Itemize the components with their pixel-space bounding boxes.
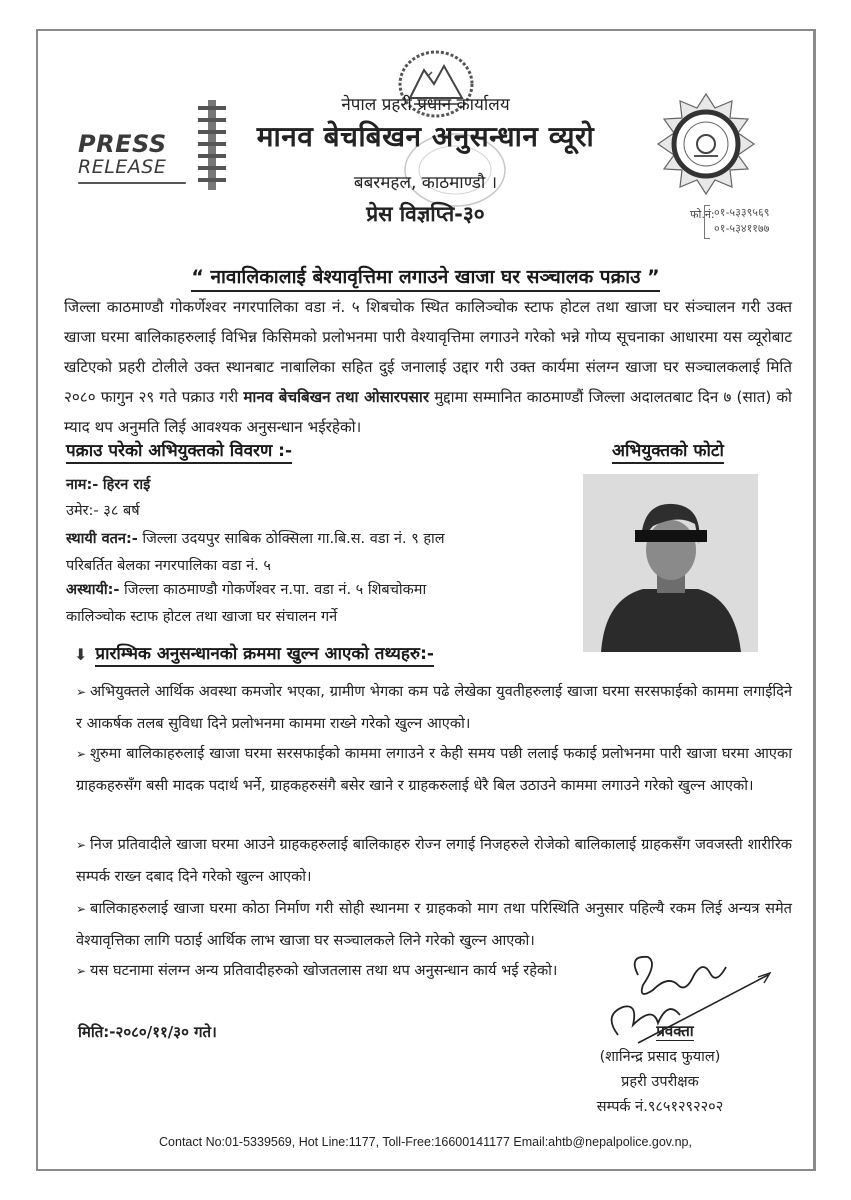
arrow-bullet-icon: ➢ xyxy=(76,685,87,699)
pin-bullet-icon: ⬇ xyxy=(74,644,88,664)
press-release-number: प्रेस विज्ञप्ति-३० xyxy=(366,202,485,226)
accused-section-title: पक्राउ परेको अभियुक्तको विवरण :- xyxy=(66,438,292,464)
arrow-bullet-icon: ➢ xyxy=(76,964,87,978)
signatory-title-text: प्रवक्ता xyxy=(656,1022,694,1040)
signatory-rank: प्रहरी उपरीक्षक xyxy=(621,1074,699,1090)
intro-text-end: मुद्दामा सम्मानित काठमाण्डौं जिल्ला अदालतबाट दिन ७ (सात) को म्याद थप अनुमति लिई आवश्यक अनुसन्धान भईरहेको। xyxy=(64,388,792,436)
phone-number: ०१-५३३९५६९ xyxy=(714,206,770,219)
fact-item xyxy=(76,829,792,892)
name-label: नाम:- xyxy=(66,477,99,493)
age-label: उमेर:- xyxy=(66,503,99,519)
release-word: RELEASE xyxy=(78,156,167,178)
accused-name-row xyxy=(66,472,150,498)
phone-numbers xyxy=(714,205,769,237)
fact-item xyxy=(76,676,792,739)
fact-text: बालिकाहरुलाई खाजा घरमा कोठा निर्माण गरी सोही स्थानमा र ग्राहकको माग तथा परिस्थिति अनुसार पहिल्यै रकम लिई अन्यत्र समेत वेश्यावृत्तिका लागि पठाई आर्थिक लाभ खाजा घर सञ्चालकले लिने गरेको खुल्न आएको। xyxy=(76,900,792,949)
temporary-address-line1: जिल्ला काठमाण्डौ गोकर्णेश्वर न.पा. वडा नं. ५ शिबचोकमा xyxy=(124,582,427,598)
bureau-name: मानव बेचबिखन अनुसन्धान व्यूरो xyxy=(256,120,595,153)
signatory-title xyxy=(600,1021,750,1041)
headline-text: “ नावालिकालाई बेश्यावृत्तिमा लगाउने खाजा घर सञ्चालक पक्राउ ” xyxy=(191,266,659,292)
temporary-address-line2: कालिञ्चोक स्टाफ होटल तथा खाजा घर संचालन गर्ने xyxy=(66,609,338,625)
headline xyxy=(0,263,851,289)
privacy-bar xyxy=(635,530,707,542)
phone-label: फो.नं: xyxy=(690,208,715,221)
phone-number: ०१-५३४११७७ xyxy=(714,222,770,235)
fact-text: निज प्रतिवादीले खाजा घरमा आउने ग्राहकहरुलाई बालिकाहरु रोज्न लगाई निजहरुले रोजेको बालिकालाई ग्राहकसँग जवजस्ती शारीरिक सम्पर्क राख्न दबाद दिने गरेको खुल्न आएको। xyxy=(76,836,792,885)
permanent-address-row xyxy=(66,526,445,552)
signatory-name: (शानिन्द्र प्रसाद फुयाल) xyxy=(599,1049,721,1065)
facts-section-title: प्रारम्भिक अनुसन्धानको क्रममा खुल्न आएको तथ्यहरु:- xyxy=(95,641,434,667)
arrow-bullet-icon: ➢ xyxy=(76,902,87,916)
phone-bracket xyxy=(704,205,710,239)
footer-contact: Contact No:01-5339569, Hot Line:1177, Toll-Free:16600141177 Email:ahtb@nepalpolice.gov.np, xyxy=(159,1135,692,1149)
temporary-address-label: अस्थायी:- xyxy=(66,582,120,598)
arrow-bullet-icon: ➢ xyxy=(76,838,87,852)
facts-section-header xyxy=(74,641,434,667)
fact-text: शुरुमा बालिकाहरुलाई खाजा घरमा सरसफाईको काममा लगाउने र केही समय पछी ललाई फकाई प्रलोभनमा पारी खाजा घरमा आएका ग्राहकहरुसँग बसी मादक पदार्थ भर्ने, ग्राहकहरुसंगै बसेर खाने र ग्राहकरुलाई धेरै बिल उठाउने काममा लगाउने गरेको खुल्न आएको। xyxy=(76,745,792,794)
intro-paragraph xyxy=(64,292,792,442)
intro-bold-text: मानव बेचबिखन तथा ओसारपसार xyxy=(243,388,430,406)
office-name: नेपाल प्रहरी प्रधान कार्यालय xyxy=(341,95,510,115)
photo-section-title: अभियुक्तको फोटो xyxy=(612,438,724,464)
accused-age-row xyxy=(66,498,140,524)
fact-text: अभियुक्तले आर्थिक अवस्था कमजोर भएका, ग्रामीण भेगका कम पढे लेखेका युवतीहरुलाई खाजा घरमा सरसफाईको काममा लगाईदिने र आकर्षक तलब सुविधा दिने प्रलोभनमा काममा राख्ने गरेको खुल्न आएको। xyxy=(76,683,792,732)
bureau-badge-icon xyxy=(646,92,766,197)
office-location: बबरमहल, काठमाण्डौ । xyxy=(353,173,498,193)
signatory-contact: सम्पर्क नं.९८५१२९२२०२ xyxy=(596,1099,724,1115)
arrow-bullet-icon: ➢ xyxy=(76,747,87,761)
temporary-address-row xyxy=(66,577,426,603)
fact-text: यस घटनामा संलग्न अन्य प्रतिवादीहरुको खोजतलास तथा थप अनुसन्धान कार्य भई रहेको। xyxy=(90,962,558,979)
intro-text: जिल्ला काठमाण्डौ गोकर्णेश्वर नगरपालिका वडा नं. ५ शिबचोक स्थित कालिञ्चोक स्टाफ होटल तथा खाजा घर संञ्चालन गरी उक्त खाजा घरमा बालिकाहरुलाई विभिन्न किसिमको प्रलोभनमा पारी वेश्यावृत्तिमा लगाउने गरेको भन्ने गोप्य सूचनाका आधारमा यस व्यूरोबाट खटिएको प्रहरी टोलीले उक्त स्थानबाट नाबालिका सहित दुई जनालाई उद्दार गरी उक्त कार्यमा संलग्न खाजा घर सञ्चालकलाई मिति २०८० फागुन २९ गते पक्राउ गरी xyxy=(64,298,792,406)
permanent-address-label: स्थायी वतन:- xyxy=(66,531,138,547)
permanent-address-line1: जिल्ला उदयपुर साबिक ठोक्सिला गा.बि.स. वडा नं. ९ हाल xyxy=(142,531,445,547)
accused-photo xyxy=(583,474,758,652)
fact-item xyxy=(76,738,792,801)
press-word: PRESS xyxy=(78,130,167,158)
permanent-address-line2: परिबर्तित बेलका नगरपालिका वडा नं. ५ xyxy=(66,558,271,574)
accused-name: हिरन राई xyxy=(102,477,151,493)
accused-age: ३८ बर्ष xyxy=(103,503,140,519)
release-date: मिति:-२०८०/११/३० गते। xyxy=(78,1023,217,1041)
